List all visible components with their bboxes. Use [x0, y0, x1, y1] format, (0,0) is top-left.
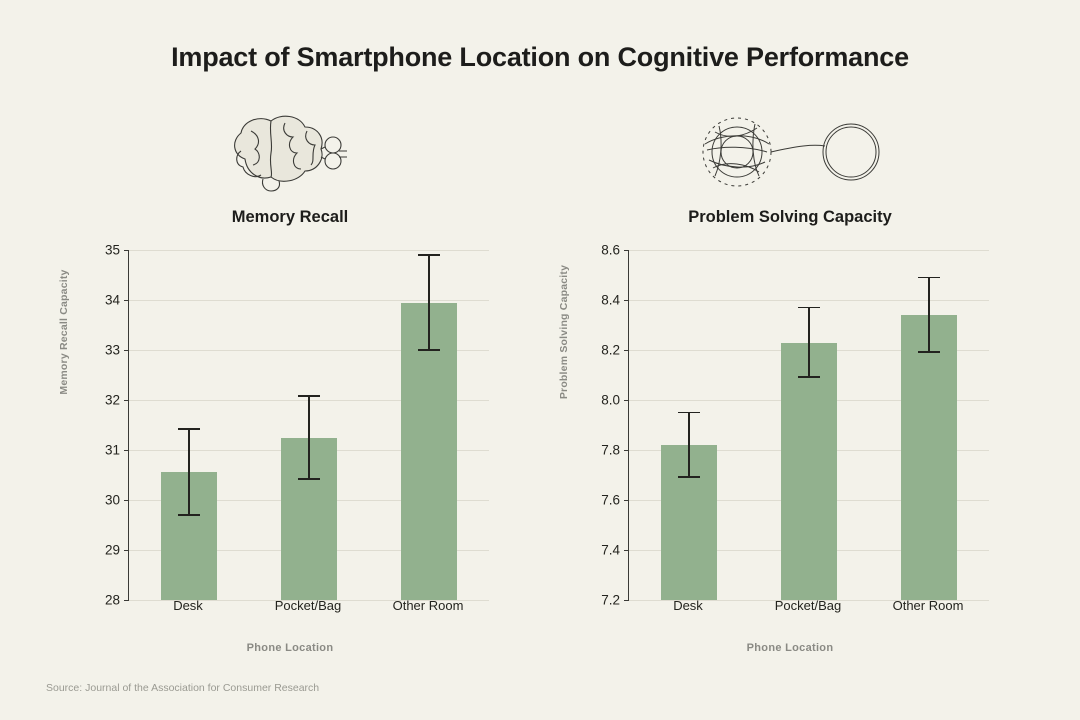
source-note: Source: Journal of the Association for Consumer Research [46, 682, 320, 694]
y-tick-label: 7.8 [601, 442, 620, 458]
error-cap-pocket-bag-bottom [798, 376, 820, 378]
error-bar-other-room [928, 278, 930, 353]
brain-icon [50, 104, 530, 200]
y-tick-label: 8.0 [601, 392, 620, 408]
error-cap-other-room-bottom [418, 349, 440, 351]
x-axis-title-right: Phone Location [746, 642, 834, 654]
x-tick-label-desk: Desk [673, 598, 703, 613]
y-tick-label: 35 [104, 242, 120, 258]
error-cap-pocket-bag-top [298, 395, 320, 397]
chart-panel-memory-recall [50, 100, 530, 680]
error-cap-pocket-bag-top [798, 307, 820, 309]
chart-panel-problem-solving [550, 100, 1030, 680]
y-tick-label: 7.4 [601, 542, 620, 558]
error-cap-other-room-bottom [918, 351, 940, 353]
x-tick-label-other-room: Other Room [892, 598, 964, 613]
y-tick-label: 32 [104, 392, 120, 408]
y-tick-label: 8.4 [601, 292, 620, 308]
y-tick-label: 30 [104, 492, 120, 508]
y-tick-label: 29 [104, 542, 120, 558]
error-bar-pocket-bag [808, 308, 810, 378]
error-cap-other-room-top [418, 254, 440, 256]
subplot-title-right: Problem Solving Capacity [688, 208, 892, 226]
error-cap-pocket-bag-bottom [298, 478, 320, 480]
y-tick-label: 34 [104, 292, 120, 308]
y-axis-title-left: Memory Recall Capacity [58, 269, 70, 395]
bar-pocket-bag[interactable] [781, 343, 837, 601]
error-cap-desk-top [178, 428, 200, 430]
plot-right [550, 242, 1030, 672]
error-cap-desk-bottom [678, 476, 700, 478]
page-title: Impact of Smartphone Location on Cognitive Performance [171, 42, 909, 72]
bar-other-room[interactable] [901, 315, 957, 600]
x-tick-label-desk: Desk [173, 598, 203, 613]
y-tick-label: 31 [104, 442, 120, 458]
y-tick-label: 33 [104, 342, 120, 358]
subplot-title-left: Memory Recall [231, 208, 349, 226]
x-tick-label-pocket-bag: Pocket/Bag [774, 598, 842, 613]
error-bar-desk [188, 429, 190, 516]
error-bar-other-room [428, 254, 430, 351]
y-tick-label: 8.6 [601, 242, 620, 258]
y-tick-label: 28 [104, 592, 120, 608]
y-tick-label: 8.2 [601, 342, 620, 358]
tangled-thread-to-circle-icon [550, 104, 1030, 200]
error-cap-desk-bottom [178, 514, 200, 516]
error-cap-other-room-top [918, 277, 940, 279]
y-tick-label: 7.2 [601, 592, 620, 608]
y-tick-label: 7.6 [601, 492, 620, 508]
error-bar-desk [688, 413, 690, 478]
y-axis-title-right: Problem Solving Capacity [558, 264, 570, 400]
x-tick-label-pocket-bag: Pocket/Bag [274, 598, 342, 613]
x-axis-title-left: Phone Location [246, 642, 334, 654]
plot-left [50, 242, 530, 672]
error-bar-pocket-bag [308, 395, 310, 480]
x-tick-label-other-room: Other Room [392, 598, 464, 613]
error-cap-desk-top [678, 412, 700, 414]
